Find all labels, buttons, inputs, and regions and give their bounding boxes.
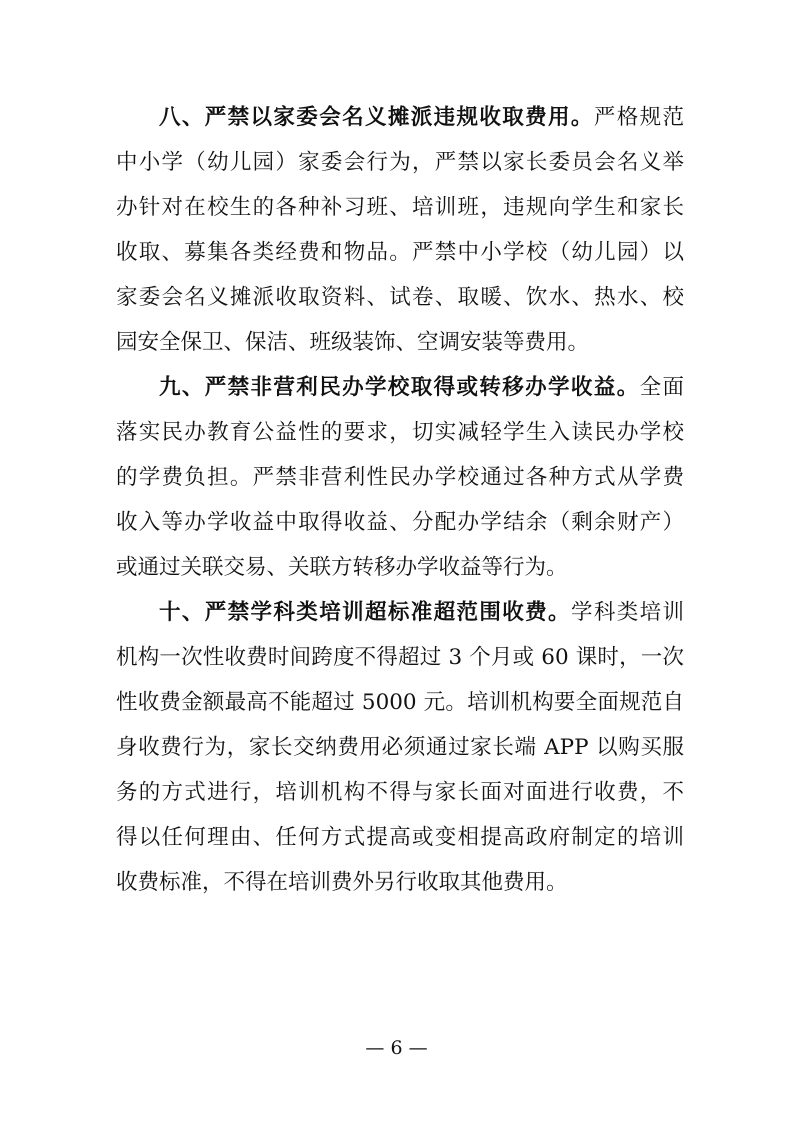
paragraph-line: 性收费金额最高不能超过 5000 元。培训机构要全面规范自 (116, 690, 684, 715)
paragraph-line: 身收费行为，家长交纳费用必须通过家长端 APP 以购买服 (116, 735, 684, 760)
section-10 (116, 590, 684, 905)
paragraph-line: 园安全保卫、保洁、班级装饰、空调安装等费用。 (116, 330, 590, 355)
paragraph-line: 中小学（幼儿园）家委会行为，严禁以家长委员会名义举 (116, 150, 684, 175)
section-first-line (116, 365, 684, 410)
paragraph-line: 机构一次性收费时间跨度不得超过 3 个月或 60 课时，一次 (116, 645, 684, 670)
section-heading: 十、严禁学科类培训超标准超范围收费。 (159, 600, 571, 625)
page-number: — 6 — (365, 1037, 428, 1059)
paragraph-line: 得以任何理由、任何方式提高或变相提高政府制定的培训 (116, 825, 684, 850)
section-heading: 九、严禁非营利民办学校取得或转移办学收益。 (159, 375, 640, 400)
section-text: 全面 (639, 375, 684, 400)
paragraph-line: 落实民办教育公益性的要求，切实减轻学生入读民办学校 (116, 420, 684, 445)
paragraph-line: 的学费负担。严禁非营利性民办学校通过各种方式从学费 (116, 465, 684, 490)
paragraph-line: 务的方式进行，培训机构不得与家长面对面进行收费，不 (116, 780, 684, 805)
paragraph-line: 收费标准，不得在培训费外另行收取其他费用。 (116, 870, 568, 895)
section-text: 学科类培训 (570, 600, 684, 625)
section-first-line (116, 590, 684, 635)
section-9 (116, 365, 684, 590)
paragraph-line: 家委会名义摊派收取资料、试卷、取暖、饮水、热水、校 (116, 285, 684, 310)
paragraph-line: 收取、募集各类经费和物品。严禁中小学校（幼儿园）以 (116, 240, 684, 265)
section-heading: 八、严禁以家委会名义摊派违规收取费用。 (159, 105, 594, 130)
paragraph-line: 收入等办学收益中取得收益、分配办学结余（剩余财产） (116, 510, 684, 535)
section-first-line (116, 95, 684, 140)
paragraph-line: 办针对在校生的各种补习班、培训班，违规向学生和家长 (116, 195, 684, 220)
section-8 (116, 95, 684, 365)
paragraph-line: 或通过关联交易、关联方转移办学收益等行为。 (116, 555, 568, 580)
section-text: 严格规范 (593, 105, 684, 130)
document-body (116, 95, 684, 905)
